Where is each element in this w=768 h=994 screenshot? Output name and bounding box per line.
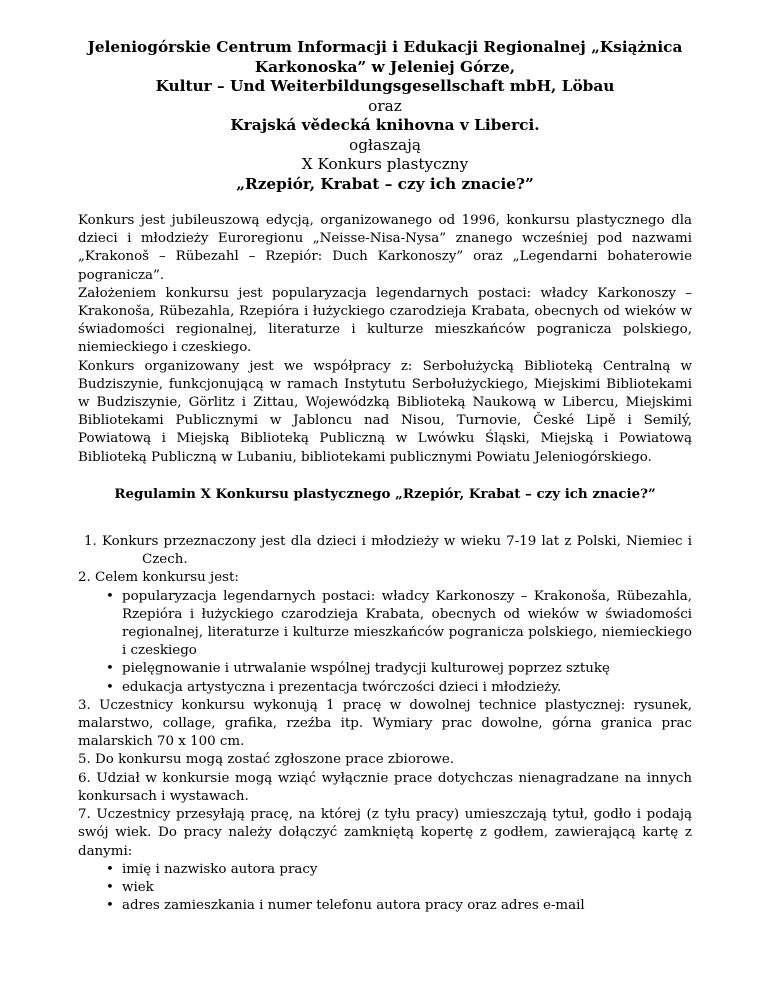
header-organizer-3: Krajská vědecká knihovna v Liberci.: [230, 116, 540, 134]
bullet-icon: •: [106, 661, 114, 677]
goals-list: [78, 588, 692, 697]
header-organizer-1: Jeleniogórskie Centrum Informacji i Edukacji Regionalnej „Książnica: [87, 38, 683, 56]
list-item: • wiek: [78, 879, 692, 897]
list-item: • popularyzacja legendarnych postaci: władcy Karkonoszy – Krakonoša, Rübezahla, Rzepióra i łużyckiego czarodzieja Krabata, obecnych od wieków w świadomości regionalnej, literaturze i kulturze mieszkańców pogranicza polskiego, niemieckiego i czeskiego: [106, 588, 692, 659]
list-item: • pielęgnowanie i utrwalanie wspólnej tradycji kulturowej poprzez sztukę: [78, 660, 692, 678]
bullet-icon: •: [106, 861, 114, 877]
document-page: [78, 38, 692, 915]
rule-item-2: 2. Celem konkursu jest:: [78, 570, 239, 586]
intro-paragraph: Założeniem konkursu jest popularyzacja legendarnych postaci: władcy Karkonoszy – Krakonoša, Rübezahla, Rzepióra i łużyckiego czarodzieja Krabata, obecnych od wieków w świadomości regionalnej, literaturze i kulturze mieszkańców pogranicza polskiego, niemieckiego i czeskiego.: [78, 285, 692, 356]
bullet-icon: •: [106, 879, 114, 895]
rule-item-6: 6. Udział w konkursie mogą wziąć wyłącznie prace dotychczas nienagradzane na innych konkursach i wystawach.: [78, 770, 692, 804]
intro-paragraph: Konkurs organizowany jest we współpracy z: Serbołużycką Biblioteką Centralną w Budziszynie, funkcjonującą w ramach Instytutu Serbołużyckiego, Miejskimi Bibliotekami w Budziszynie, Görlitz i Zittau, Wojewódzką Biblioteką Naukową w Libercu, Miejskimi Bibliotekami Publicznymi w Jabloncu nad Nisou, Turnovie, České Lipě i Semilý, Powiatową i Miejską Biblioteką Publiczną w Lwówku Śląski, Miejską i Powiatową Biblioteką Publiczną w Lubaniu, bibliotekami publicznymi Powiatu Jeleniogórskiego.: [78, 358, 692, 465]
data-card-list: [78, 861, 692, 916]
regulamin-title: Regulamin X Konkursu plastycznego „Rzepiór, Krabat – czy ich znacie?”: [114, 485, 656, 502]
header-organizer-1-cont: Karkonoska” w Jeleniej Górze,: [254, 57, 516, 76]
bullet-icon: •: [106, 679, 114, 695]
intro-section: [78, 212, 692, 467]
rule-item-5: 5. Do konkursu mogą zostać zgłoszone prace zbiorowe.: [78, 752, 454, 768]
regulamin-list: [78, 533, 692, 915]
document-header: [78, 38, 692, 194]
rule-item-1: 1. Konkurs przeznaczony jest dla dzieci i młodzieży w wieku 7-19 lat z Polski, Niemiec i Czech.: [84, 534, 692, 568]
header-organizer-2: Kultur – Und Weiterbildungsgesellschaft mbH, Löbau: [155, 77, 615, 95]
header-announce: ogłaszają: [349, 135, 421, 154]
header-conjunction: oraz: [368, 96, 402, 115]
contest-name: X Konkurs plastyczny: [301, 155, 469, 173]
rule-item-3: 3. Uczestnicy konkursu wykonują 1 pracę w dowolnej technice plastycznej: rysunek, malarstwo, collage, grafika, rzeźba itp. Wymiary prac dowolne, górna granica prac malarskich 70 x 100 cm.: [78, 697, 692, 750]
list-item: • adres zamieszkania i numer telefonu autora pracy oraz adres e-mail: [78, 897, 692, 915]
bullet-icon: •: [106, 898, 114, 914]
list-item: • imię i nazwisko autora pracy: [78, 861, 692, 879]
contest-title: „Rzepiór, Krabat – czy ich znacie?”: [236, 174, 534, 193]
intro-paragraph: Konkurs jest jubileuszową edycją, organizowanego od 1996, konkursu plastycznego dla dzieci i młodzieży Euroregionu „Neisse-Nisa-Nysa” znanego wcześniej pod nazwami „Krakonoš – Rübezahl – Rzepiór: Duch Karkonoszy” oraz „Legendarni bohaterowie pogranicza”.: [78, 213, 692, 283]
rule-item-7: 7. Uczestnicy przesyłają pracę, na której (z tyłu pracy) umieszczają tytuł, godło i podają swój wiek. Do pracy należy dołączyć zamkniętą kopertę z godłem, zawierającą kartę z danymi:: [78, 807, 692, 859]
bullet-icon: •: [106, 588, 114, 604]
list-item: • edukacja artystyczna i prezentacja twórczości dzieci i młodzieży.: [78, 679, 692, 697]
